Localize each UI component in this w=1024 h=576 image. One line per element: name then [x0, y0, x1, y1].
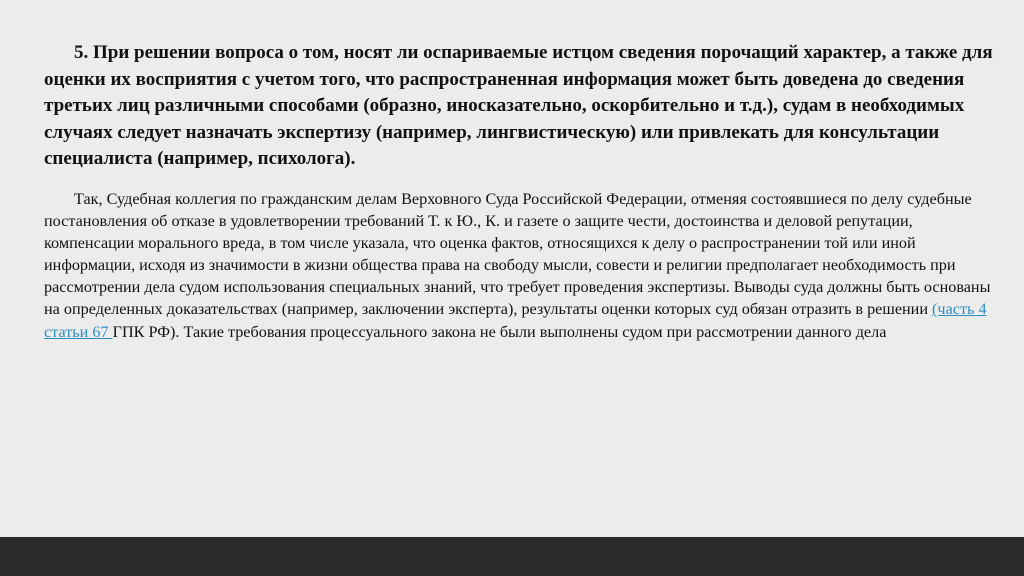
body-text-after-link: ГПК РФ). Такие требования процессуального закона не были выполнены судом при рассмотрении данного дела [112, 322, 887, 341]
body-paragraph [44, 188, 1000, 343]
slide-heading: 5. При решении вопроса о том, носят ли оспариваемые истцом сведения порочащий характер, а также для оценки их восприятия с учетом того, что распространенная информация может быть доведена до сведения третьих лиц различными способами (образно, иносказательно, оскорбительно и т.д.), судам в необходимых случаях следует назначать экспертизу (например, лингвистическую) или привлекать для консультации специалиста (например, психолога). [44, 42, 993, 170]
body-text-before-link: Так, Судебная коллегия по гражданским делам Верховного Суда Российской Федерации, отменяя состоявшиеся по делу судебные постановления об отказе в удовлетворении требований Т. к Ю., К. и газете о защите чести, достоинства и деловой репутации, компенсации морального вреда, в том числе указала, что оценка фактов, относящихся к делу о распространении той или иной информации, исходя из значимости в жизни общества права на свободу мысли, совести и религии предполагает необходимость при рассмотрении дела судом использования специальных знаний, что требует проведения экспертизы. Выводы суда должны быть основаны на определенных доказательствах (например, заключении эксперта), результаты оценки которых суд обязан отразить в решении [44, 189, 991, 319]
footer-bar [0, 537, 1024, 576]
slide-content [44, 40, 1000, 343]
law-reference-link[interactable]: (часть 4 статьи 67 [44, 300, 987, 341]
